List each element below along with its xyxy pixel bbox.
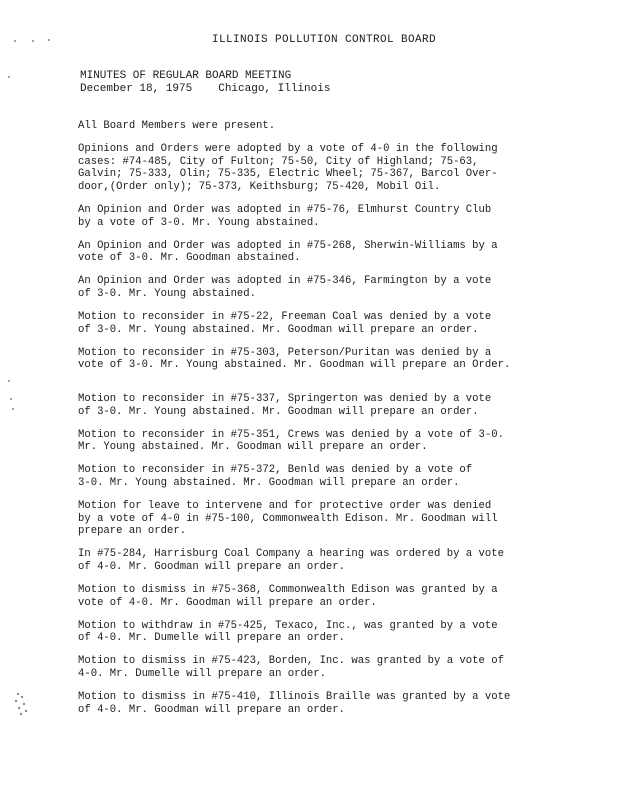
scan-speck <box>12 408 14 410</box>
minutes-paragraph: An Opinion and Order was adopted in #75-346, Farmington by a vote of 3-0. Mr. Young abstained. <box>78 275 492 300</box>
minutes-paragraph: Motion to withdraw in #75-425, Texaco, Inc., was granted by a vote of 4-0. Mr. Dumelle will prepare an order. <box>78 619 498 645</box>
minutes-paragraph: Motion to reconsider in #75-372, Benld was denied by a vote of 3-0. Mr. Young abstained. Mr. Goodman will prepare an order. <box>78 464 473 489</box>
minutes-paragraph: An Opinion and Order was adopted in #75-268, Sherwin-Williams by a vote of 3-0. Mr. Goodman abstained. <box>78 239 498 265</box>
meeting-info <box>80 70 330 96</box>
minutes-paragraph: Motion to reconsider in #75-22, Freeman Coal was denied by a vote of 3-0. Mr. Young abstained. Mr. Goodman will prepare an order. <box>78 311 492 336</box>
meeting-location: Chicago, Illinois <box>218 83 331 95</box>
minutes-paragraph: Opinions and Orders were adopted by a vote of 4-0 in the following cases: #74-485, City of Fulton; 75-50, City of Highland; 75-63, Galvin; 75-333, Olin; 75-335, Electric Wheel; 75-367, Barcol Over- door,(Order only); 75-373, Keithsburg; 75-420, Mobil Oil. <box>78 143 498 193</box>
minutes-body <box>78 120 578 716</box>
scan-speck <box>8 76 10 78</box>
scan-speck <box>10 398 12 400</box>
meeting-heading: MINUTES OF REGULAR BOARD MEETING <box>80 70 292 82</box>
binder-hole-mark <box>10 688 34 718</box>
minutes-paragraph: Motion to reconsider in #75-351, Crews was denied by a vote of 3-0. Mr. Young abstained. Mr. Goodman will prepare an order. <box>78 428 504 454</box>
minutes-paragraph: Motion for leave to intervene and for protective order was denied by a vote of 4-0 in #75-100, Commonwealth Edison. Mr. Goodman will prepare an order. <box>78 499 498 538</box>
meeting-date: December 18, 1975 <box>80 83 193 95</box>
minutes-paragraph: Motion to dismiss in #75-410, Illinois Braille was granted by a vote of 4-0. Mr. Goodman will prepare an order. <box>78 691 511 716</box>
minutes-paragraph: In #75-284, Harrisburg Coal Company a hearing was ordered by a vote of 4-0. Mr. Goodman will prepare an order. <box>78 548 504 573</box>
minutes-paragraph: Motion to dismiss in #75-423, Borden, Inc. was granted by a vote of 4-0. Mr. Dumelle will prepare an order. <box>78 655 504 680</box>
minutes-paragraph: Motion to reconsider in #75-337, Springerton was denied by a vote of 3-0. Mr. Young abstained. Mr. Goodman will prepare an order. <box>78 392 492 418</box>
minutes-paragraph: All Board Members were present. <box>78 120 276 132</box>
minutes-paragraph: Motion to dismiss in #75-368, Commonwealth Edison was granted by a vote of 4-0. Mr. Goodman will prepare an order. <box>78 583 498 609</box>
board-title: ILLINOIS POLLUTION CONTROL BOARD <box>211 34 437 46</box>
scan-speck <box>8 380 10 382</box>
minutes-paragraph: Motion to reconsider in #75-303, Peterson/Puritan was denied by a vote of 3-0. Mr. Young abstained. Mr. Goodman will prepare an Order. <box>78 346 511 372</box>
meeting-date-line <box>80 83 330 96</box>
minutes-paragraph: An Opinion and Order was adopted in #75-76, Elmhurst Country Club by a vote of 3-0. Mr. Young abstained. <box>78 203 492 229</box>
